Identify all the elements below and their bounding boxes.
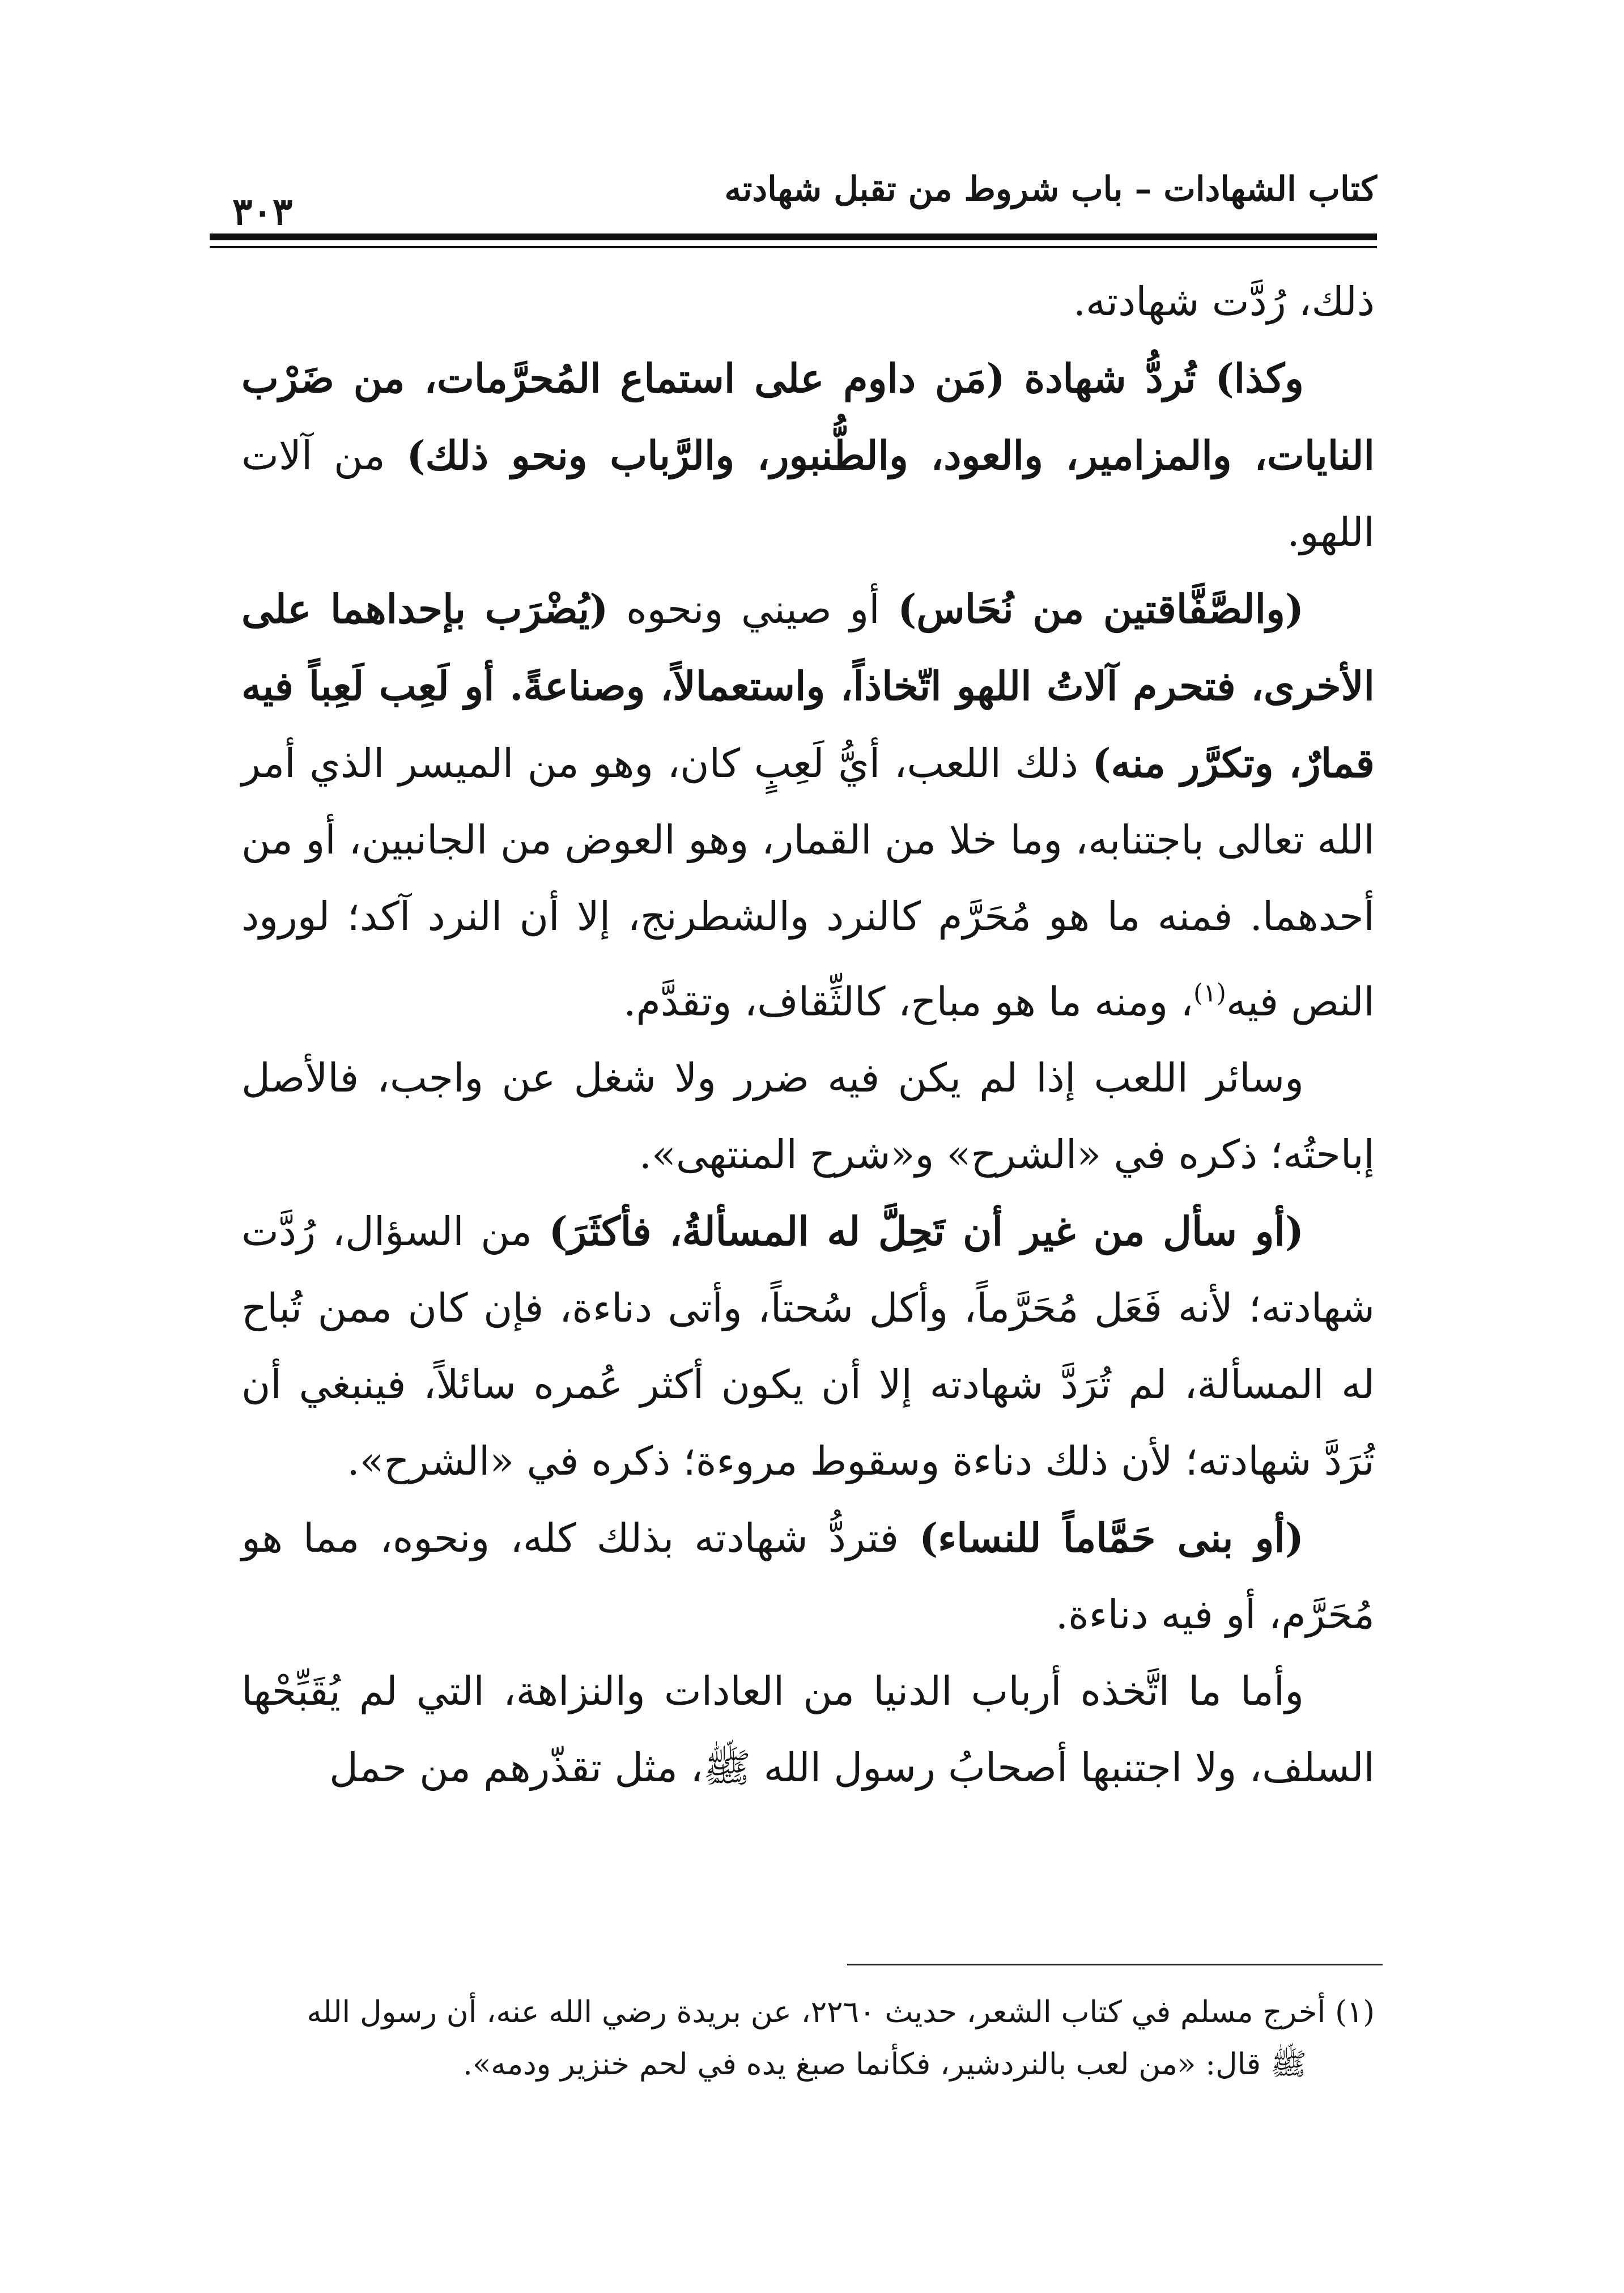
paragraph-2-matn: وكذا) تُردُّ شهادة (مَن داوم على استماع المُحرَّمات، من ضَرْب النايات، والمزامير، والعود، والطُّنبور، والرَّباب ونحو ذلك) [241, 355, 1375, 479]
paragraph-2 [241, 340, 1375, 571]
footnote [230, 1986, 1375, 2091]
paragraph-3-matn-b: (يُضْرَب بإحداهما على الأخرى، فتحرم آلاتُ اللهو اتّخاذاً، واستعمالاً، وصناعةً. أو لَعِب لَعِباً فيه قمارٌ، وتكرَّر منه) [241, 585, 1375, 787]
running-header [210, 164, 1377, 244]
footnote-separator [847, 1964, 1383, 1965]
paragraph-3-sharh-b: ذلك اللعب، أيُّ لَعِبٍ كان، وهو من الميسر الذي أمر الله تعالى باجتنابه، وما خلا من القمار، وهو العوض من الجانبين، أو من أحدهما. فمنه ما هو مُحَرَّم كالنرد والشطرنج، إلا أن النرد آكد؛ لورود النص فيه [241, 740, 1375, 1025]
paragraph-7 [241, 1653, 1375, 1806]
header-title: كتاب الشهادات – باب شروط من تقبل شهادته [724, 169, 1377, 209]
footnote-line-2: ﷺ قال: «من لعب بالنردشير، فكأنما صبغ يده في لحم خنزير ودمه». [463, 2047, 1307, 2082]
paragraph-1-text: ذلك، رُدَّت شهادته. [1073, 278, 1375, 325]
paragraph-5 [241, 1193, 1375, 1500]
paragraph-6 [241, 1500, 1375, 1653]
paragraph-3-sharh-c: ، ومنه ما هو مباح، كالثِّقاف، وتقدَّم. [623, 978, 1193, 1025]
header-rule-thin [210, 246, 1377, 248]
paragraph-5-matn: (أو سأل من غير أن تَحِلَّ له المسألةُ، فأكثَرَ) [549, 1208, 1304, 1255]
paragraph-2-sharh: من آلات اللهو. [241, 432, 1375, 555]
paragraph-3 [241, 571, 1375, 1040]
main-text [241, 264, 1375, 1806]
page-number: ٣٠٣ [232, 189, 293, 233]
footnote-reference: (١) [1193, 979, 1226, 1008]
paragraph-4 [241, 1040, 1375, 1193]
paragraph-5-sharh: من السؤال، رُدَّت شهادته؛ لأنه فَعَل مُحَرَّماً، وأكل سُحتاً، وأتى دناءة، فإن كان ممن تُباح له المسألة، لم تُرَدَّ شهادته إلا أن يكون أكثر عُمره سائلاً، فينبغي أن تُرَدَّ شهادته؛ لأن ذلك دناءة وسقوط مروءة؛ ذكره في «الشرح». [241, 1208, 1375, 1485]
header-rule-thick [210, 233, 1377, 240]
paragraph-3-sharh-a: أو صيني ونحوه [608, 586, 898, 632]
paragraph-6-sharh: فتردُّ شهادته بذلك كله، ونحوه، مما هو مُحَرَّم، أو فيه دناءة. [241, 1515, 1375, 1638]
paragraph-7-text: وأما ما اتَّخذه أرباب الدنيا من العادات والنزاهة، التي لم يُقَبِّحْها السلف، ولا اجتنبها أصحابُ رسول الله ﷺ، مثل تقذّرهم من حمل [241, 1668, 1375, 1791]
paragraph-6-matn: (أو بنى حَمَّاماً للنساء) [919, 1514, 1304, 1562]
paragraph-1 [241, 264, 1375, 340]
footnote-line-1: (١) أخرج مسلم في كتاب الشعر، حديث ٢٢٦٠، عن بريدة رضي الله عنه، أن رسول الله [307, 1995, 1375, 2029]
paragraph-3-matn-a: (والصَّفَّاقتين من نُحَاس) [898, 585, 1304, 632]
paragraph-4-text: وسائر اللعب إذا لم يكن فيه ضرر ولا شغل عن واجب، فالأصل إباحتُه؛ ذكره في «الشرح» و«شرح المنتهى». [241, 1055, 1375, 1178]
